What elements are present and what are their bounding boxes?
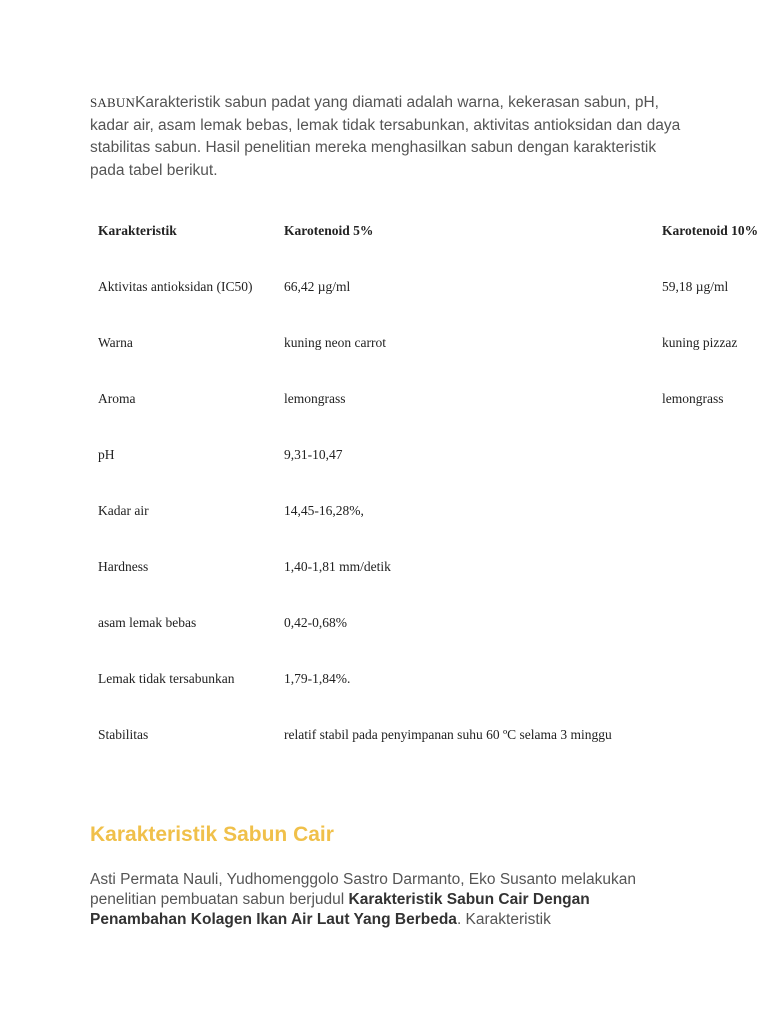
liquid-soap-paragraph — [90, 870, 690, 930]
table-cell: lemongrass — [284, 390, 346, 406]
table-cell — [662, 482, 768, 538]
table-row — [90, 482, 768, 538]
section-heading: Karakteristik Sabun Cair — [90, 823, 334, 846]
table-header-row — [90, 202, 768, 258]
header-cell: Karotenoid 5% — [284, 222, 374, 238]
table-cell — [662, 594, 768, 650]
table-cell: 1,79-1,84%. — [284, 670, 351, 686]
table-cell: lemongrass — [662, 390, 724, 406]
intro-text: Karakteristik sabun padat yang diamati adalah warna, kekerasan sabun, pH, kadar air, asam lemak bebas, lemak tidak tersabunkan, aktivitas antioksidan dan daya stabilitas sabun. Hasil penelitian mereka menghasilkan sabun dengan karakteristik pada tabel berikut. — [90, 94, 681, 179]
header-cell: Karotenoid 10% — [662, 222, 759, 238]
table-cell: 0,42-0,68% — [284, 614, 347, 630]
table-cell: Lemak tidak tersabunkan — [98, 670, 235, 686]
table-cell: 9,31-10,47 — [284, 446, 343, 462]
table-row — [90, 594, 768, 650]
table-cell: kuning neon carrot — [284, 334, 386, 350]
table-cell: Stabilitas — [98, 726, 149, 742]
table-row — [90, 538, 768, 594]
table-row — [90, 258, 768, 314]
table-row — [90, 426, 768, 482]
table-cell: Hardness — [98, 558, 149, 574]
table-row — [90, 370, 768, 426]
table-cell: 1,40-1,81 mm/detik — [284, 558, 391, 574]
table-row — [90, 706, 768, 762]
intro-tag: SABUN — [90, 95, 136, 110]
paragraph-text: Asti Permata Nauli, Yudhomenggolo Sastro Darmanto, Eko Susanto melakukan penelitian pembuatan sabun berjudul — [90, 871, 636, 908]
table-cell — [662, 538, 768, 594]
paragraph-text-end: . Karakteristik — [456, 911, 551, 928]
characteristics-table — [90, 202, 768, 762]
table-cell: Aktivitas antioksidan (IC50) — [98, 278, 253, 294]
table-cell: 59,18 µg/ml — [662, 278, 729, 294]
table-cell — [662, 426, 768, 482]
table-row — [90, 650, 768, 706]
table-cell: 66,42 µg/ml — [284, 278, 351, 294]
table-row — [90, 314, 768, 370]
table-cell: 14,45-16,28%, — [284, 502, 364, 518]
paper-title: Karakteristik Sabun Cair Dengan Penambahan Kolagen Ikan Air Laut Yang Berbeda — [90, 891, 590, 928]
header-cell: Karakteristik — [98, 222, 177, 238]
table-cell: Warna — [98, 334, 133, 350]
table-cell — [662, 650, 768, 706]
table-cell: asam lemak bebas — [98, 614, 197, 630]
intro-paragraph — [90, 92, 690, 182]
table-cell: pH — [98, 446, 115, 462]
table-cell: Aroma — [98, 390, 136, 406]
table-cell: Kadar air — [98, 502, 149, 518]
table-cell — [662, 706, 768, 762]
table-cell: kuning pizzaz — [662, 334, 738, 350]
table-cell: relatif stabil pada penyimpanan suhu 60 ºC selama 3 minggu — [284, 726, 612, 742]
